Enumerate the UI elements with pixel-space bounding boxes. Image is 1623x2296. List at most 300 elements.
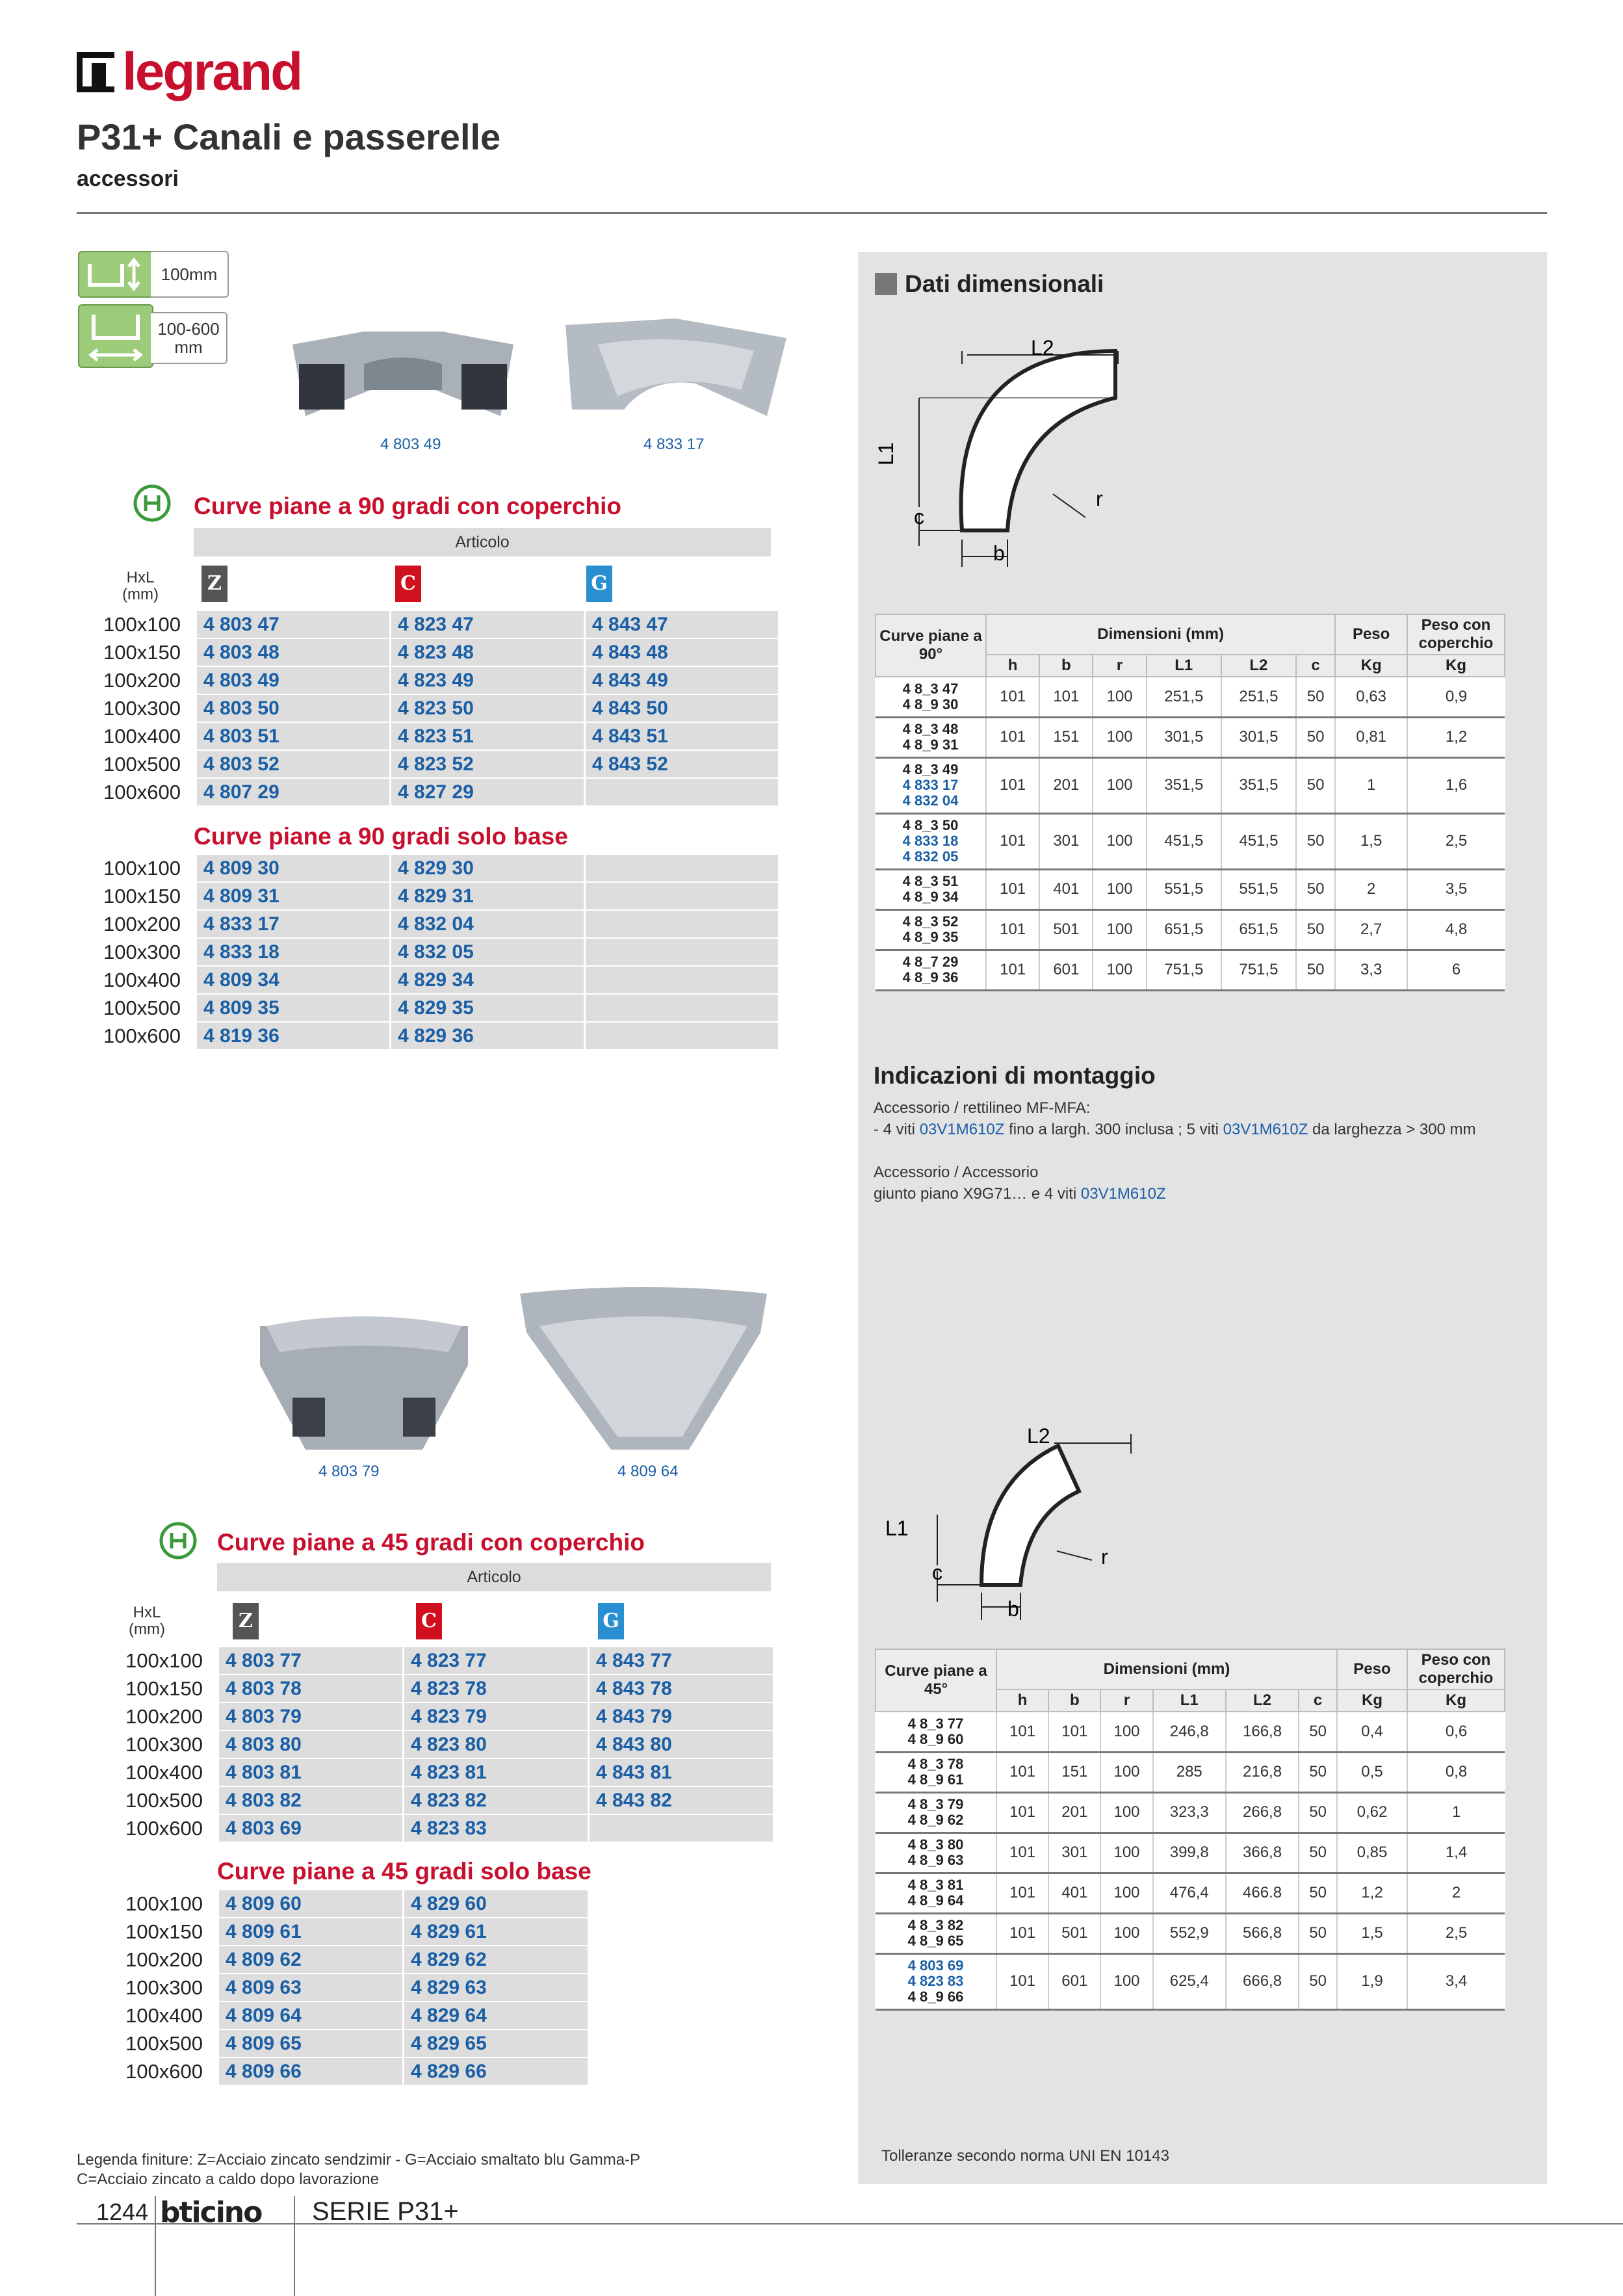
size-cell: 100x500: [103, 996, 181, 1019]
diag45-c-label: c: [932, 1561, 942, 1584]
dim-value: 50: [1299, 1873, 1337, 1913]
dim-value: 351,5: [1147, 757, 1221, 813]
dim-value: 2,7: [1335, 909, 1407, 950]
table-row: [876, 1752, 1505, 1792]
dim90-dim-header: Dimensioni (mm): [986, 614, 1335, 655]
sub-header: b: [1039, 655, 1093, 677]
dim-value: 651,5: [1221, 909, 1296, 950]
curve-code: 4 832 04: [902, 792, 959, 809]
size-cell: 100x100: [103, 857, 181, 880]
size-cell: 100x300: [125, 1976, 203, 1999]
article-code-c: 4 823 52: [391, 750, 585, 778]
curve-code: 4 8_3 52: [902, 913, 959, 930]
dim-value: 551,5: [1147, 869, 1221, 909]
curve-code: 4 8_3 51: [902, 873, 959, 889]
m-l2b: fino a largh. 300 inclusa ; 5 viti: [1004, 1121, 1223, 1138]
table-row: [77, 938, 778, 966]
article-code-z: 4 809 66: [218, 2057, 404, 2085]
article-code-c: 4 829 30: [391, 855, 585, 882]
dim-value: 1: [1335, 757, 1407, 813]
dim-value: 251,5: [1221, 677, 1296, 717]
dim-value: 501: [1039, 909, 1093, 950]
dim-value: 100: [1093, 677, 1146, 717]
table-row: [77, 694, 778, 722]
dim-value: 1,5: [1337, 1913, 1407, 1953]
article-code-c: 4 832 04: [391, 910, 585, 938]
dim-value: 651,5: [1147, 909, 1221, 950]
legrand-mark-icon: [77, 52, 114, 92]
dim-value: 100: [1093, 869, 1146, 909]
dim45-peso-header: Peso: [1337, 1649, 1407, 1689]
dim-value: 100: [1100, 1752, 1152, 1792]
article-code-z: 4 833 17: [196, 910, 391, 938]
sub-header: L2: [1221, 655, 1296, 677]
table-row: [99, 1675, 773, 1702]
article-code-c: 4 829 66: [404, 2057, 588, 2085]
dim-value: 0,4: [1337, 1712, 1407, 1752]
legend-line1: Legenda finiture: Z=Acciaio zincato sendzimir - G=Acciaio smaltato blu Gamma-P: [77, 2151, 641, 2169]
hxl-label-1: HxL: [126, 569, 155, 586]
montaggio-line4: [874, 1183, 1537, 1205]
dim-value: 50: [1296, 813, 1335, 869]
section-title-45-cover: Curve piane a 45 gradi con coperchio: [217, 1529, 645, 1556]
article-code-c: 4 823 81: [404, 1758, 589, 1786]
table-row: [876, 909, 1505, 950]
article-code-g: 4 843 81: [589, 1758, 773, 1786]
dim-value: 3,5: [1407, 869, 1505, 909]
product-photo-90-cover: [286, 325, 520, 423]
dim-value: 50: [1296, 950, 1335, 990]
width-label: [151, 312, 227, 364]
dim-value: 101: [986, 813, 1039, 869]
dim-value: 301: [1048, 1833, 1100, 1873]
dim-value: 50: [1299, 1752, 1337, 1792]
dim-value: 399,8: [1153, 1833, 1226, 1873]
article-code-c: 4 829 60: [404, 1890, 588, 1918]
table-row: [99, 1814, 773, 1842]
section-title-45-base: Curve piane a 45 gradi solo base: [217, 1858, 591, 1885]
section-title-90-cover: Curve piane a 90 gradi con coperchio: [194, 493, 621, 519]
dim90-curve-header: Curve piane a 90°: [876, 614, 986, 677]
curve-codes: [876, 909, 986, 950]
table-row: [876, 1792, 1505, 1833]
hxl-label-2: (mm): [122, 586, 159, 603]
curve-code: 4 8_9 36: [902, 969, 959, 985]
table-row: [77, 994, 778, 1022]
dim-value: 401: [1039, 869, 1093, 909]
table-row: [77, 722, 778, 750]
article-code-z: 4 809 60: [218, 1890, 404, 1918]
diagram-45: [871, 1417, 1144, 1632]
curve-code: 4 8_3 80: [907, 1836, 964, 1853]
table-row: [77, 910, 778, 938]
article-code-c: 4 829 63: [404, 1974, 588, 2002]
dim-value: 100: [1100, 1792, 1152, 1833]
dim-value: 552,9: [1153, 1913, 1226, 1953]
table-row: [99, 1702, 773, 1730]
table-row: [876, 1712, 1505, 1752]
dim-value: 101: [986, 717, 1039, 757]
dim45-curve-header: Curve piane a 45°: [876, 1649, 996, 1712]
curve-codes: [876, 950, 986, 990]
size-cell: 100x150: [103, 640, 181, 664]
curve-code: 4 8_9 66: [907, 1989, 964, 2005]
curve-code: 4 8_3 79: [907, 1796, 964, 1812]
article-code-g: 4 843 49: [585, 666, 779, 694]
diag45-b-label: b: [1007, 1597, 1019, 1621]
page-number: 1244: [96, 2198, 149, 2225]
curve-code: 4 8_3 81: [907, 1877, 964, 1893]
montaggio-line2: [874, 1119, 1537, 1140]
finish-z-badge-2: Z: [233, 1603, 259, 1639]
size-cell: 100x150: [125, 1676, 203, 1700]
width-label-line2: mm: [174, 337, 203, 357]
dim-value: 2: [1407, 1873, 1505, 1913]
dim-value: 3,4: [1407, 1953, 1505, 2009]
curve-code: 4 8_7 29: [902, 954, 959, 970]
dim-value: 101: [996, 1913, 1048, 1953]
diag90-l2-label: L2: [1031, 336, 1054, 359]
footer-divider: [77, 2223, 1623, 2224]
article-code-z: 4 809 63: [218, 1974, 404, 2002]
table-row: [77, 1022, 778, 1050]
size-cell: 100x600: [125, 2059, 203, 2083]
diag45-l1-label: L1: [885, 1517, 909, 1540]
photo-code-3: 4 803 79: [318, 1463, 380, 1480]
legend: [77, 2150, 640, 2189]
dim-value: 101: [996, 1712, 1048, 1752]
curve-code: 4 832 05: [902, 848, 959, 865]
table-row: [99, 2029, 588, 2057]
curve-codes: [876, 1792, 996, 1833]
dim-value: 101: [996, 1953, 1048, 2009]
curve-code: 4 8_3 78: [907, 1756, 964, 1772]
certification-badge-icon-2: [159, 1521, 198, 1560]
table-row: [876, 1833, 1505, 1873]
dim-value: 401: [1048, 1873, 1100, 1913]
article-code-z: 4 809 65: [218, 2029, 404, 2057]
legrand-logo: [77, 44, 301, 100]
catalog-table-90-base: [77, 855, 778, 1050]
article-code-g: 4 843 80: [589, 1730, 773, 1758]
article-code-c: 4 832 05: [391, 938, 585, 966]
dim-value: 100: [1093, 950, 1146, 990]
sub-header: L2: [1226, 1689, 1299, 1712]
dim-value: 501: [1048, 1913, 1100, 1953]
diag90-r-label: r: [1096, 487, 1103, 510]
dim-value: 366,8: [1226, 1833, 1299, 1873]
brand-name: legrand: [122, 42, 302, 101]
article-code-z: 4 803 82: [218, 1786, 404, 1814]
curve-code: 4 8_3 77: [907, 1715, 964, 1732]
dim-value: 100: [1100, 1712, 1152, 1752]
dim-value: 100: [1093, 717, 1146, 757]
table-row: [876, 677, 1505, 717]
photo-code-1: 4 803 49: [380, 436, 441, 453]
size-cell: 100x300: [103, 696, 181, 720]
catalog-table-90-cover: [77, 611, 778, 807]
table-row: [876, 717, 1505, 757]
article-code-z: 4 803 50: [196, 694, 391, 722]
size-cell: 100x100: [125, 1892, 203, 1915]
curve-code: 4 8_3 50: [902, 817, 959, 833]
article-code-g: [585, 855, 779, 882]
size-cell: 100x400: [125, 2003, 203, 2027]
curve-code: 4 8_9 64: [907, 1892, 964, 1909]
dim-value: 451,5: [1221, 813, 1296, 869]
table-row: [99, 1918, 588, 1946]
article-code-z: 4 809 64: [218, 2002, 404, 2029]
article-code-c: 4 823 48: [391, 638, 585, 666]
size-cell: 100x500: [125, 1788, 203, 1812]
dim45-dim-header: Dimensioni (mm): [996, 1649, 1337, 1689]
dim-value: 0,8: [1407, 1752, 1505, 1792]
size-cell: 100x400: [103, 968, 181, 991]
dim-value: 101: [996, 1752, 1048, 1792]
article-code-z: 4 809 61: [218, 1918, 404, 1946]
article-code-g: 4 843 50: [585, 694, 779, 722]
article-code-c: 4 829 35: [391, 994, 585, 1022]
dim-value: 566,8: [1226, 1913, 1299, 1953]
page-title: P31+ Canali e passerelle: [77, 116, 501, 157]
dim-value: 101: [986, 909, 1039, 950]
table-row: [876, 757, 1505, 813]
article-code-z: 4 803 80: [218, 1730, 404, 1758]
product-photo-45-base: [513, 1281, 773, 1456]
table-row: [99, 1974, 588, 2002]
table-row: [99, 1730, 773, 1758]
article-code-z: 4 803 77: [218, 1647, 404, 1675]
bticino-logo: bticino: [160, 2196, 262, 2229]
product-photo-90-base: [559, 312, 793, 423]
article-code-c: 4 823 47: [391, 611, 585, 638]
dim-value: 301,5: [1221, 717, 1296, 757]
article-code-c: 4 823 79: [404, 1702, 589, 1730]
table-row: [99, 1946, 588, 1974]
dim-value: 1,2: [1407, 717, 1505, 757]
curve-codes: [876, 1953, 996, 2009]
curve-code: 4 8_3 49: [902, 761, 959, 777]
article-code-c: 4 829 62: [404, 1946, 588, 1974]
article-code-z: 4 809 34: [196, 966, 391, 994]
dim-value: 351,5: [1221, 757, 1296, 813]
sub-header: Kg: [1337, 1689, 1407, 1712]
article-code-c: 4 829 65: [404, 2029, 588, 2057]
hxl-label-b1: HxL: [133, 1604, 161, 1621]
diag90-l1-label: L1: [874, 442, 898, 465]
sub-header: Kg: [1407, 655, 1505, 677]
curve-code: 4 8_9 62: [907, 1812, 964, 1828]
dim-value: 1,5: [1335, 813, 1407, 869]
sub-header: Kg: [1335, 655, 1407, 677]
dim-value: 6: [1407, 950, 1505, 990]
header-divider: [77, 212, 1547, 214]
dimension-table-45: [875, 1649, 1505, 2011]
size-cell: 100x400: [103, 724, 181, 748]
article-code-g: 4 843 51: [585, 722, 779, 750]
article-code-c: 4 829 36: [391, 1022, 585, 1050]
dim-value: 101: [996, 1833, 1048, 1873]
size-cell: 100x150: [103, 884, 181, 907]
size-cell: 100x200: [103, 668, 181, 692]
article-code-z: 4 803 48: [196, 638, 391, 666]
article-code-z: 4 803 81: [218, 1758, 404, 1786]
curve-code: 4 803 69: [907, 1957, 964, 1974]
dim-value: 101: [996, 1873, 1048, 1913]
table-row: [876, 1873, 1505, 1913]
sub-header: h: [996, 1689, 1048, 1712]
article-code-c: 4 823 80: [404, 1730, 589, 1758]
sub-header: b: [1048, 1689, 1100, 1712]
article-code-c: 4 823 51: [391, 722, 585, 750]
curve-codes: [876, 1873, 996, 1913]
curve-code: 4 833 17: [902, 777, 959, 793]
dim-value: 101: [986, 869, 1039, 909]
table-row: [876, 869, 1505, 909]
screw-code-2: 03V1M610Z: [1223, 1121, 1308, 1138]
product-photo-45-cover: [253, 1313, 474, 1456]
dimension-table-90: [875, 614, 1505, 991]
dim-value: 100: [1093, 909, 1146, 950]
size-cell: 100x200: [103, 912, 181, 935]
dim-value: 50: [1296, 909, 1335, 950]
page-subtitle: accessori: [77, 166, 179, 191]
article-code-c: 4 823 49: [391, 666, 585, 694]
footer-vline-2: [294, 2196, 295, 2296]
dim-value: 666,8: [1226, 1953, 1299, 2009]
m-l2a: - 4 viti: [874, 1121, 920, 1138]
m-l4a: giunto piano X9G71… e 4 viti: [874, 1185, 1081, 1203]
catalog-table-45-base: [99, 1890, 588, 2086]
dim-value: 266,8: [1226, 1792, 1299, 1833]
dim-value: 50: [1296, 869, 1335, 909]
article-code-z: 4 809 35: [196, 994, 391, 1022]
dim-value: 50: [1296, 757, 1335, 813]
table-row: [99, 1786, 773, 1814]
dim-value: 151: [1048, 1752, 1100, 1792]
dim-value: 323,3: [1153, 1792, 1226, 1833]
curve-codes: [876, 1833, 996, 1873]
size-cell: 100x600: [103, 780, 181, 803]
article-code-g: [585, 966, 779, 994]
curve-code: 4 8_3 82: [907, 1917, 964, 1933]
dim-value: 101: [996, 1792, 1048, 1833]
dim-value: 50: [1299, 1953, 1337, 2009]
dim-value: 166,8: [1226, 1712, 1299, 1752]
dim-value: 100: [1100, 1913, 1152, 1953]
curve-codes: [876, 1752, 996, 1792]
montaggio-title: Indicazioni di montaggio: [874, 1062, 1156, 1089]
curve-codes: [876, 1712, 996, 1752]
curve-code: 4 8_9 31: [902, 737, 959, 753]
dim-value: 100: [1100, 1833, 1152, 1873]
article-code-c: 4 823 50: [391, 694, 585, 722]
dim-value: 1,9: [1337, 1953, 1407, 2009]
article-code-z: 4 809 30: [196, 855, 391, 882]
dim-value: 466.8: [1226, 1873, 1299, 1913]
table-row: [77, 638, 778, 666]
dim-value: 101: [1039, 677, 1093, 717]
dim-value: 2: [1335, 869, 1407, 909]
dim-value: 101: [986, 950, 1039, 990]
curve-code: 4 8_9 30: [902, 696, 959, 712]
dim-value: 0,6: [1407, 1712, 1505, 1752]
screw-code-3: 03V1M610Z: [1080, 1185, 1166, 1203]
size-cell: 100x100: [125, 1649, 203, 1672]
article-code-z: 4 803 79: [218, 1702, 404, 1730]
article-code-g: 4 843 52: [585, 750, 779, 778]
dim-value: 201: [1048, 1792, 1100, 1833]
article-code-g: [585, 938, 779, 966]
dim-value: 246,8: [1153, 1712, 1226, 1752]
article-code-c: 4 829 61: [404, 1918, 588, 1946]
width-icon: [78, 304, 153, 368]
dim-value: 1,2: [1337, 1873, 1407, 1913]
hxl-label: [108, 569, 173, 603]
table-row: [99, 2057, 588, 2085]
hxl-label-b: [114, 1604, 179, 1638]
dim-value: 0,63: [1335, 677, 1407, 717]
finish-g-badge-2: G: [598, 1603, 624, 1639]
dim-value: 0,62: [1337, 1792, 1407, 1833]
curve-code: 4 8_9 35: [902, 929, 959, 945]
dim-value: 601: [1048, 1953, 1100, 2009]
table-row: [77, 778, 778, 806]
dim-value: 751,5: [1221, 950, 1296, 990]
article-code-g: 4 843 48: [585, 638, 779, 666]
curve-code: 4 8_9 61: [907, 1771, 964, 1788]
dim-value: 50: [1296, 717, 1335, 757]
certification-badge-icon: [133, 484, 172, 523]
height-label: 100mm: [151, 251, 229, 298]
table-row: [77, 750, 778, 778]
curve-code: 4 8_9 65: [907, 1933, 964, 1949]
article-code-c: 4 829 64: [404, 2002, 588, 2029]
table-row: [876, 1913, 1505, 1953]
article-code-z: 4 803 52: [196, 750, 391, 778]
table-row: [99, 1758, 773, 1786]
dim-value: 3,3: [1335, 950, 1407, 990]
table-row: [77, 966, 778, 994]
dim-value: 301,5: [1147, 717, 1221, 757]
curve-codes: [876, 717, 986, 757]
dim90-peso-header: Peso: [1335, 614, 1407, 655]
dim-value: 50: [1299, 1913, 1337, 1953]
diag45-r-label: r: [1101, 1545, 1108, 1569]
montaggio-line1: Accessorio / rettilineo MF-MFA:: [874, 1099, 1091, 1117]
table-row: [77, 855, 778, 882]
width-label-line1: 100-600: [157, 319, 220, 339]
finish-c-badge-2: C: [416, 1603, 442, 1639]
article-code-g: 4 843 77: [589, 1647, 773, 1675]
article-code-c: 4 823 78: [404, 1675, 589, 1702]
dim-value: 201: [1039, 757, 1093, 813]
size-cell: 100x400: [125, 1760, 203, 1784]
article-code-g: [585, 994, 779, 1022]
article-code-g: [589, 1814, 773, 1842]
dim-value: 100: [1100, 1953, 1152, 2009]
dim-value: 151: [1039, 717, 1093, 757]
legend-line2: C=Acciaio zincato a caldo dopo lavorazione: [77, 2171, 379, 2188]
dim-value: 216,8: [1226, 1752, 1299, 1792]
table-row: [99, 1647, 773, 1675]
article-code-g: [585, 778, 779, 806]
dim-value: 0,81: [1335, 717, 1407, 757]
dim-value: 625,4: [1153, 1953, 1226, 2009]
size-cell: 100x200: [125, 1704, 203, 1728]
sub-header: Kg: [1407, 1689, 1505, 1712]
article-code-z: 4 809 31: [196, 882, 391, 910]
